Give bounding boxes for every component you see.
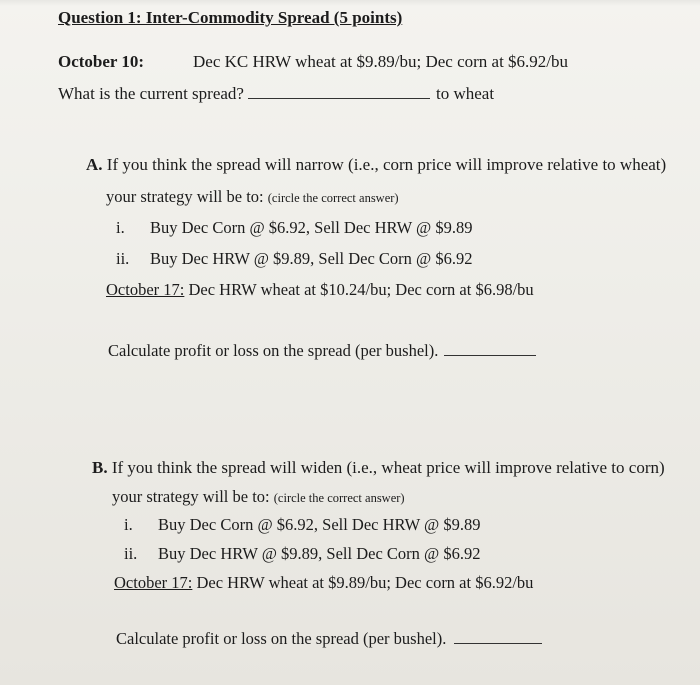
section-a-strategy-prefix: your strategy will be to: <box>106 187 264 206</box>
oct10-prices: Dec KC HRW wheat at $9.89/bu; Dec corn at $6.92/bu <box>193 52 569 71</box>
section-b-option-2-num: ii. <box>124 544 138 563</box>
section-a-option-1-num: i. <box>116 218 125 237</box>
section-a-answer-blank[interactable] <box>444 343 536 356</box>
question-title: Question 1: Inter-Commodity Spread (5 points) <box>58 8 403 27</box>
section-b-letter: B. <box>92 458 108 477</box>
page-shadow <box>0 0 700 6</box>
section-a-calc-text: Calculate profit or loss on the spread (per bushel). <box>108 341 439 360</box>
section-b-answer-blank[interactable] <box>454 631 542 644</box>
section-b-option-1[interactable] <box>124 515 480 535</box>
section-a-letter: A. <box>86 155 103 174</box>
section-a-oct17 <box>106 280 534 300</box>
section-b-calc-text: Calculate profit or loss on the spread (per bushel). <box>116 629 447 648</box>
section-b-option-2[interactable] <box>124 544 480 564</box>
section-a-strategy-note: (circle the correct answer) <box>267 191 399 205</box>
section-b-heading <box>92 458 665 478</box>
section-b-oct17-label: October 17: <box>114 573 193 592</box>
current-spread-answer-blank[interactable] <box>248 86 430 99</box>
section-a-option-2[interactable] <box>116 249 472 269</box>
section-a-heading-text: If you think the spread will narrow (i.e., corn price will improve relative to wheat) <box>106 155 667 174</box>
section-b-strategy-prefix: your strategy will be to: <box>112 487 270 506</box>
section-b-heading-text: If you think the spread will widen (i.e., wheat price will improve relative to corn) <box>111 458 665 477</box>
section-b-oct17 <box>114 573 533 593</box>
current-spread-question <box>58 84 494 104</box>
section-a-strategy <box>106 187 399 207</box>
section-a-option-2-text: Buy Dec HRW @ $9.89, Sell Dec Corn @ $6.92 <box>150 249 473 268</box>
section-a-option-2-num: ii. <box>116 249 130 268</box>
section-b-option-2-text: Buy Dec HRW @ $9.89, Sell Dec Corn @ $6.92 <box>158 544 481 563</box>
current-spread-suffix: to wheat <box>435 84 495 103</box>
section-a-oct17-text: Dec HRW wheat at $10.24/bu; Dec corn at $6.98/bu <box>188 280 534 299</box>
section-a-option-1[interactable] <box>116 218 472 238</box>
section-b-option-1-text: Buy Dec Corn @ $6.92, Sell Dec HRW @ $9.89 <box>158 515 481 534</box>
section-a-option-1-text: Buy Dec Corn @ $6.92, Sell Dec HRW @ $9.89 <box>150 218 473 237</box>
section-a-oct17-label: October 17: <box>106 280 185 299</box>
oct10-label: October 10: <box>58 52 145 71</box>
section-b-strategy <box>112 487 405 507</box>
current-spread-prompt: What is the current spread? <box>58 84 244 103</box>
section-b-strategy-note: (circle the correct answer) <box>273 491 405 505</box>
section-a-calc <box>108 341 536 361</box>
section-a-heading <box>86 155 666 175</box>
section-b-oct17-text: Dec HRW wheat at $9.89/bu; Dec corn at $6.92/bu <box>196 573 534 592</box>
section-b-option-1-num: i. <box>124 515 133 534</box>
section-b-calc <box>116 629 542 649</box>
